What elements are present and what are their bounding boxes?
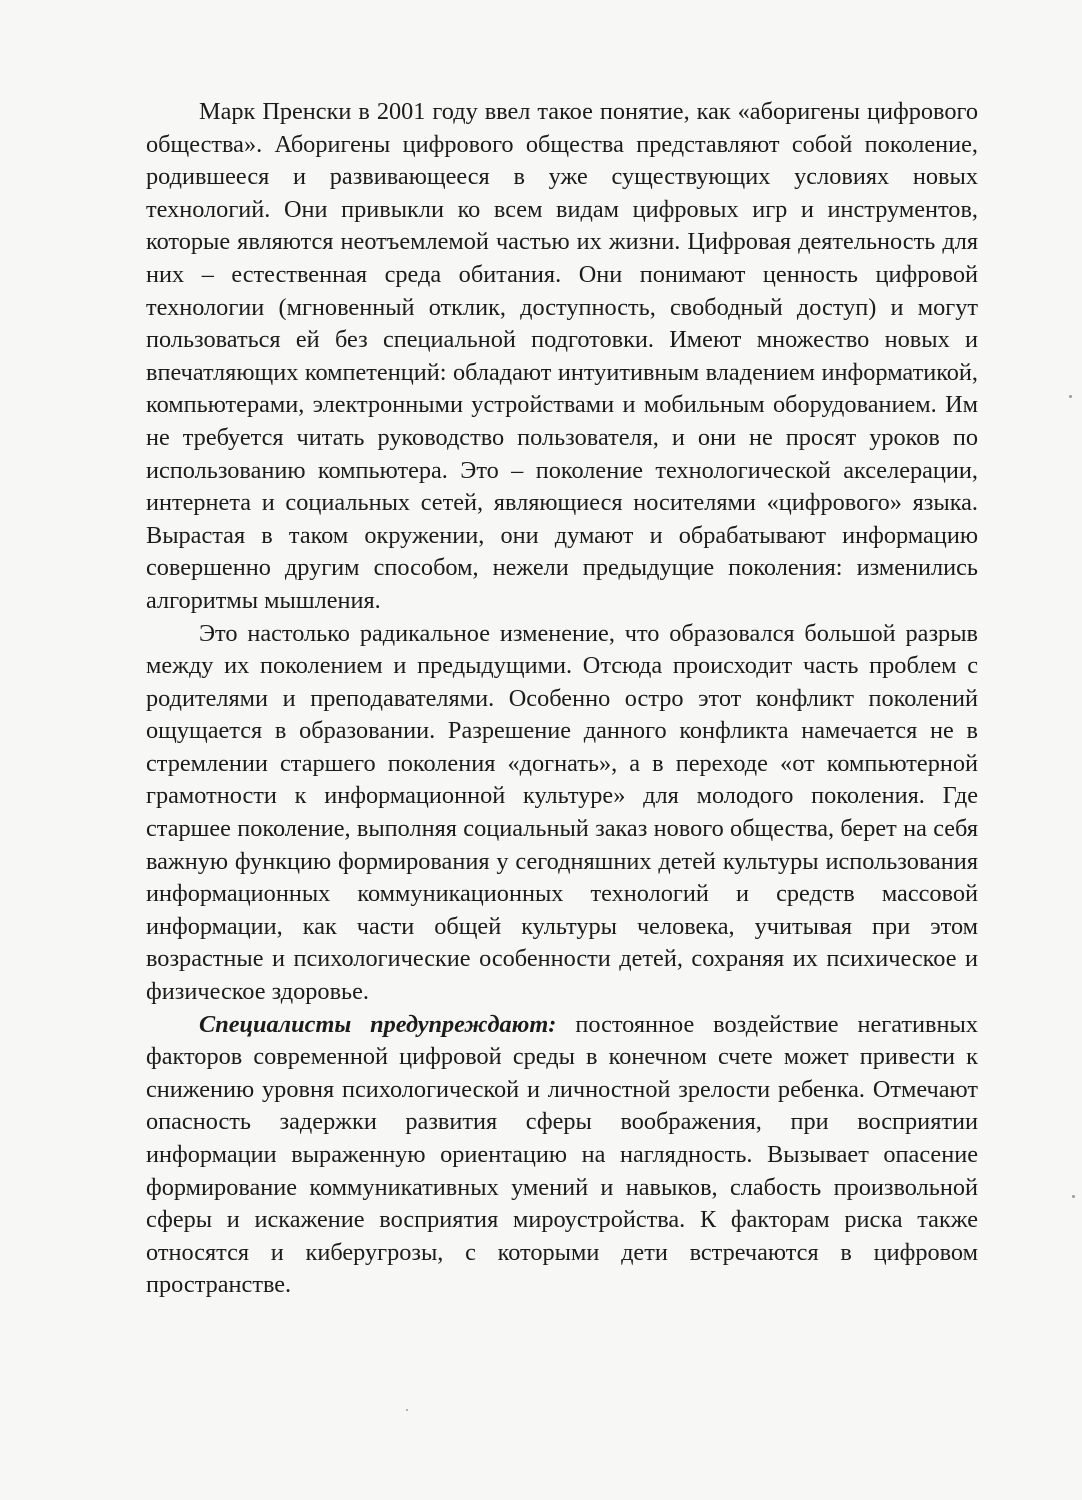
scan-speck	[1069, 395, 1072, 398]
paragraph-2-text: Это настолько радикальное изменение, что образовался большой разрыв между их поколением и предыдущими. Отсюда происходит часть проблем с родителями и преподавателями. Особенно остро этот конфликт поколений ощущается в образовании. Разрешение данного конфликта намечается не в стремлении старшего поколения «догнать», а в переходе «от компьютерной грамотности к информационной культуре» для молодого поколения. Где старшее поколение, выполняя социальный заказ нового общества, берет на себя важную функцию формирования у сегодняшних детей культуры использования информационных коммуникационных технологий и средств массовой информации, как части общей культуры человека, учитывая при этом возрастные и психологические особенности детей, сохраняя их психическое и физическое здоровье.	[146, 619, 978, 1006]
paragraph-3-lead: Специалисты предупреждают:	[199, 1010, 557, 1038]
scan-speck	[1072, 1195, 1075, 1198]
paragraph-2	[146, 618, 978, 1009]
paragraph-3-text: постоянное воздействие негативных факторов современной цифровой среды в конечном счете может привести к снижению уровня психологической и личностной зрелости ребенка. Отмечают опасность задержки развития сферы воображения, при восприятии информации выраженную ориентацию на наглядность. Вызывает опасение формирование коммуникативных умений и навыков, слабость произвольной сферы и искажение восприятия мироустройства. К факторам риска также относятся и киберугрозы, с которыми дети встречаются в цифровом пространстве.	[146, 1010, 978, 1299]
paragraph-1	[146, 96, 978, 618]
scan-speck	[406, 1409, 408, 1411]
paragraph-1-text: Марк Пренски в 2001 году ввел такое понятие, как «аборигены цифрового общества». Аборигены цифрового общества представляют собой поколение, родившееся и развивающееся в уже существующих условиях новых технологий. Они привыкли ко всем видам цифровых игр и инструментов, которые являются неотъемлемой частью их жизни. Цифровая деятельность для них – естественная среда обитания. Они понимают ценность цифровой технологии (мгновенный отклик, доступность, свободный доступ) и могут пользоваться ей без специальной подготовки. Имеют множество новых и впечатляющих компетенций: обладают интуитивным владением информатикой, компьютерами, электронными устройствами и мобильным оборудованием. Им не требуется читать руководство пользователя, и они не просят уроков по использованию компьютера. Это – поколение технологической акселерации, интернета и социальных сетей, являющиеся носителями «цифрового» языка. Вырастая в таком окружении, они думают и обрабатывают информацию совершенно другим способом, нежели предыдущие поколения: изменились алгоритмы мышления.	[146, 98, 978, 614]
document-body	[146, 96, 978, 1302]
paragraph-3	[146, 1009, 978, 1302]
